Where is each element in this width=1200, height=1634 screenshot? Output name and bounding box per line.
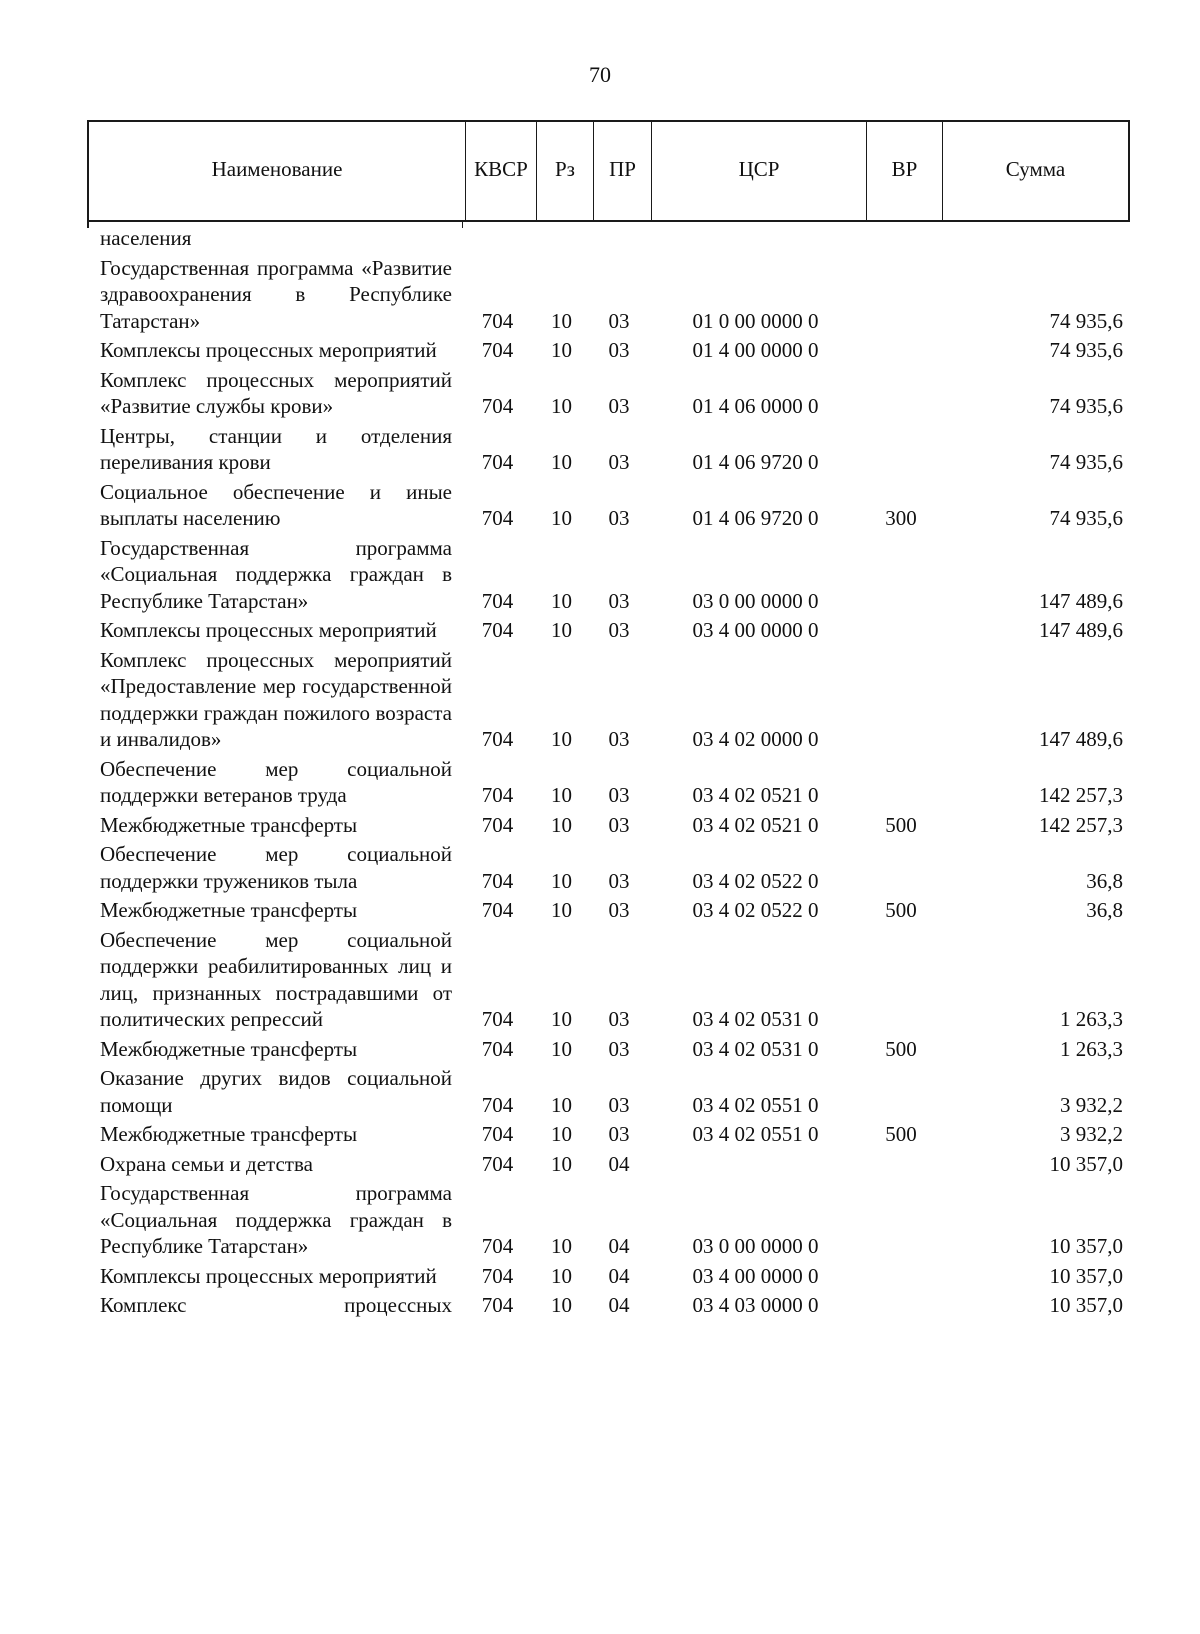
row-sum: 74 935,6	[1049, 394, 1123, 418]
row-rz: 10	[551, 338, 572, 362]
row-kvsr: 704	[481, 1092, 514, 1117]
table-row	[0, 535, 1200, 615]
row-sum: 74 935,6	[1049, 506, 1123, 530]
row-name: Центры, станции и отделения переливания крови	[100, 423, 452, 474]
row-kvsr: 704	[481, 618, 514, 642]
row-sum: 1 263,3	[1060, 1036, 1123, 1061]
row-rz: 10	[551, 394, 572, 418]
table-row	[0, 617, 1200, 644]
row-csr: 03 4 02 0521 0	[692, 783, 819, 807]
table-header	[87, 120, 1130, 222]
table-row	[0, 1121, 1200, 1148]
table-row	[0, 1065, 1200, 1118]
row-pr: 04	[608, 1151, 630, 1176]
table-row	[0, 897, 1200, 924]
row-name: Комплексы процессных мероприятий	[100, 618, 437, 642]
table-row	[0, 1263, 1200, 1290]
row-sum: 3 932,2	[1060, 1122, 1123, 1146]
table-row	[0, 1292, 1200, 1319]
row-csr: 01 4 06 9720 0	[692, 506, 819, 530]
table-row	[0, 647, 1200, 753]
row-rz: 10	[551, 1122, 572, 1146]
row-rz: 10	[551, 1092, 572, 1117]
table-row	[0, 1036, 1200, 1063]
row-pr: 03	[608, 394, 630, 418]
header-vr: ВР	[867, 122, 943, 220]
row-sum: 1 263,3	[1060, 1007, 1123, 1031]
table-row	[0, 255, 1200, 335]
row-pr: 03	[608, 1007, 630, 1031]
row-sum: 74 935,6	[1049, 450, 1123, 474]
row-csr: 03 4 02 0531 0	[692, 1036, 819, 1061]
row-rz: 10	[551, 588, 572, 613]
row-csr: 03 0 00 0000 0	[692, 1234, 819, 1258]
row-name: Обеспечение мер социальной поддержки реабилитированных лиц и лиц, признанных пострадавшими от политических репрессий	[100, 927, 452, 1031]
row-csr: 03 4 02 0522 0	[692, 868, 819, 893]
row-name: Комплексы процессных мероприятий	[100, 338, 437, 362]
row-kvsr: 704	[481, 1036, 514, 1061]
row-name: Межбюджетные трансферты	[100, 898, 358, 922]
header-pr: ПР	[594, 122, 652, 220]
row-kvsr: 704	[481, 338, 514, 362]
row-name: Охрана семьи и детства	[100, 1151, 313, 1176]
row-sum: 10 357,0	[1049, 1293, 1123, 1317]
row-csr: 01 4 00 0000 0	[692, 338, 819, 362]
row-sum: 147 489,6	[1039, 588, 1123, 613]
row-kvsr: 704	[481, 898, 514, 922]
row-sum: 147 489,6	[1039, 618, 1123, 642]
table-row	[0, 367, 1200, 420]
row-sum: 36,8	[1086, 868, 1123, 893]
row-csr: 03 4 03 0000 0	[692, 1293, 819, 1317]
row-name: Комплекс процессных мероприятий «Предоставление мер государственной поддержки граждан пожилого возраста и инвалидов»	[100, 647, 452, 751]
table-row	[0, 337, 1200, 364]
row-name: Комплекс процессных	[100, 1293, 452, 1317]
row-sum: 3 932,2	[1060, 1092, 1123, 1117]
table-row	[0, 423, 1200, 476]
row-csr: 01 0 00 0000 0	[692, 308, 819, 333]
row-kvsr: 704	[481, 783, 514, 807]
header-kvsr: КВСР	[466, 122, 537, 220]
row-pr: 03	[608, 1122, 630, 1146]
table-row	[0, 927, 1200, 1033]
row-name: Обеспечение мер социальной поддержки ветеранов труда	[100, 756, 452, 807]
row-sum: 147 489,6	[1039, 727, 1123, 751]
row-rz: 10	[551, 868, 572, 893]
row-pr: 04	[608, 1263, 630, 1288]
row-pr: 03	[608, 338, 630, 362]
row-name: Государственная программа «Развитие здравоохранения в Республике Татарстан»	[100, 255, 452, 333]
row-vr: 500	[885, 812, 917, 837]
header-sum: Сумма	[1005, 156, 1066, 181]
row-sum: 10 357,0	[1049, 1151, 1123, 1176]
header-rz: Рз	[537, 122, 594, 220]
header-csr: ЦСР	[652, 122, 867, 220]
row-csr: 03 4 00 0000 0	[692, 618, 819, 642]
row-csr: 03 4 02 0522 0	[692, 898, 819, 922]
table-row	[0, 812, 1200, 839]
table-row	[0, 225, 1200, 252]
row-name: Социальное обеспечение и иные выплаты населению	[100, 479, 452, 530]
row-kvsr: 704	[481, 1293, 514, 1317]
row-kvsr: 704	[481, 1007, 514, 1031]
row-kvsr: 704	[481, 727, 514, 751]
row-pr: 03	[608, 450, 630, 474]
row-pr: 03	[608, 308, 630, 333]
row-name: Комплекс процессных мероприятий «Развитие службы крови»	[100, 367, 452, 418]
row-pr: 04	[608, 1234, 630, 1258]
row-sum: 36,8	[1086, 898, 1123, 922]
row-rz: 10	[551, 1036, 572, 1061]
row-csr: 03 4 02 0521 0	[692, 812, 819, 837]
row-kvsr: 704	[481, 868, 514, 893]
row-name: Государственная программа «Социальная поддержка граждан в Республике Татарстан»	[100, 535, 452, 613]
row-pr: 03	[608, 898, 630, 922]
row-rz: 10	[551, 450, 572, 474]
header-name: Наименование	[89, 122, 466, 220]
row-rz: 10	[551, 618, 572, 642]
row-name: Оказание других видов социальной помощи	[100, 1066, 452, 1117]
row-csr: 03 0 00 0000 0	[692, 588, 819, 613]
row-sum: 10 357,0	[1049, 1263, 1123, 1288]
table-row	[0, 756, 1200, 809]
row-pr: 03	[608, 1036, 630, 1061]
row-pr: 03	[608, 812, 630, 837]
row-csr: 01 4 06 0000 0	[692, 394, 819, 418]
row-csr: 01 4 06 9720 0	[692, 450, 819, 474]
row-name: Комплексы процессных мероприятий	[100, 1263, 437, 1288]
row-vr: 500	[885, 1036, 917, 1061]
row-csr: 03 4 02 0531 0	[692, 1007, 819, 1031]
row-pr: 04	[608, 1293, 630, 1317]
row-kvsr: 704	[481, 1122, 514, 1146]
row-pr: 03	[608, 727, 630, 751]
table-body	[0, 225, 1200, 1322]
row-rz: 10	[551, 898, 572, 922]
row-kvsr: 704	[481, 588, 514, 613]
row-sum: 142 257,3	[1039, 783, 1123, 807]
row-kvsr: 704	[481, 1151, 514, 1176]
row-name: Межбюджетные трансферты	[100, 812, 358, 837]
row-csr: 03 4 02 0551 0	[692, 1122, 819, 1146]
row-csr: 03 4 00 0000 0	[692, 1263, 819, 1288]
row-pr: 03	[608, 618, 630, 642]
table-row	[0, 479, 1200, 532]
row-sum: 74 935,6	[1049, 308, 1123, 333]
row-kvsr: 704	[481, 308, 514, 333]
table-row	[0, 841, 1200, 894]
row-rz: 10	[551, 783, 572, 807]
row-kvsr: 704	[481, 1234, 514, 1258]
row-rz: 10	[551, 727, 572, 751]
row-pr: 03	[608, 506, 630, 530]
row-kvsr: 704	[481, 1263, 514, 1288]
row-name: Межбюджетные трансферты	[100, 1122, 358, 1146]
row-rz: 10	[551, 812, 572, 837]
row-kvsr: 704	[481, 506, 514, 530]
row-vr: 500	[885, 898, 917, 922]
row-name: населения	[100, 226, 192, 250]
row-kvsr: 704	[481, 394, 514, 418]
row-vr: 500	[885, 1122, 917, 1146]
row-kvsr: 704	[481, 450, 514, 474]
row-rz: 10	[551, 1234, 572, 1258]
row-csr: 03 4 02 0000 0	[692, 727, 819, 751]
row-kvsr: 704	[481, 812, 514, 837]
row-pr: 03	[608, 783, 630, 807]
page-number: 70	[589, 62, 611, 87]
row-sum: 10 357,0	[1049, 1234, 1123, 1258]
row-name: Государственная программа «Социальная поддержка граждан в Республике Татарстан»	[100, 1181, 452, 1258]
row-vr: 300	[885, 506, 917, 530]
row-rz: 10	[551, 1263, 572, 1288]
row-pr: 03	[608, 868, 630, 893]
row-rz: 10	[551, 308, 572, 333]
row-rz: 10	[551, 1007, 572, 1031]
row-sum: 74 935,6	[1049, 338, 1123, 362]
row-pr: 03	[608, 588, 630, 613]
row-name: Межбюджетные трансферты	[100, 1036, 358, 1061]
table-row	[0, 1180, 1200, 1260]
row-csr: 03 4 02 0551 0	[692, 1092, 819, 1117]
row-name: Обеспечение мер социальной поддержки тружеников тыла	[100, 842, 452, 893]
row-pr: 03	[608, 1092, 630, 1117]
table-row	[0, 1151, 1200, 1178]
row-rz: 10	[551, 1151, 572, 1176]
row-rz: 10	[551, 506, 572, 530]
row-rz: 10	[551, 1293, 572, 1317]
row-sum: 142 257,3	[1039, 812, 1123, 837]
